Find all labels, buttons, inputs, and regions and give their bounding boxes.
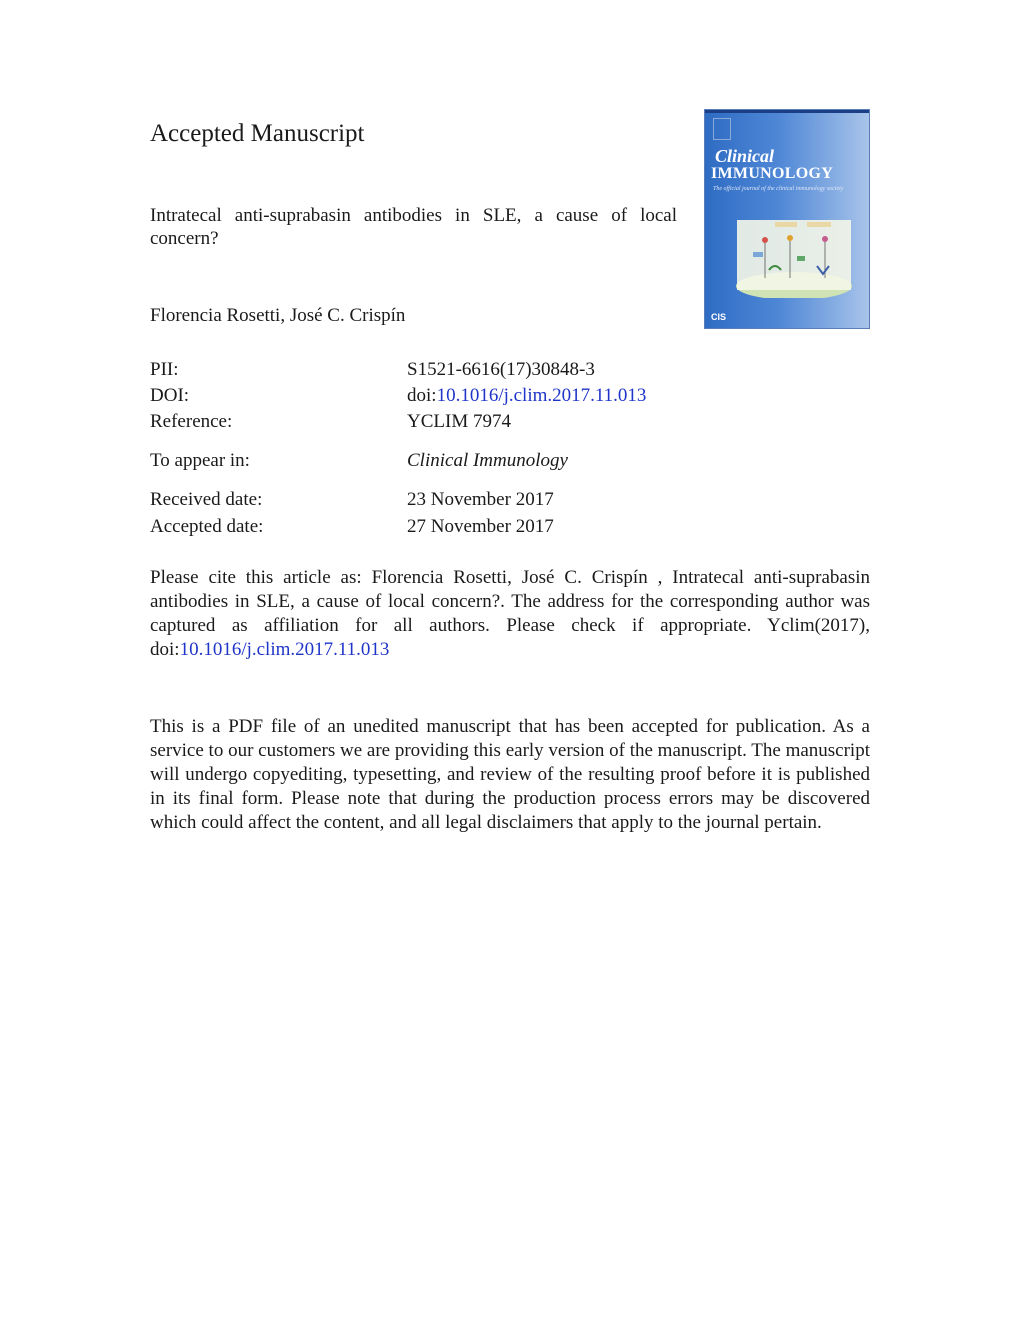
received-date-value: 23 November 2017	[407, 489, 554, 510]
doi-value	[407, 384, 646, 408]
doi-label: DOI:	[150, 385, 190, 406]
citation-paragraph	[150, 566, 870, 662]
doi-prefix: doi:	[407, 385, 437, 406]
elsevier-tree-logo-icon	[713, 118, 731, 140]
accepted-date-value: 27 November 2017	[407, 516, 554, 537]
accepted-date-label: Accepted date:	[150, 516, 264, 537]
reference-value: YCLIM 7974	[407, 411, 511, 432]
article-title: Intratecal anti-suprabasin antibodies in SLE, a cause of local concern?	[150, 205, 677, 249]
citation-doi-link[interactable]: 10.1016/j.clim.2017.11.013	[179, 639, 390, 660]
reference-label: Reference:	[150, 411, 233, 432]
pii-label: PII:	[150, 359, 179, 380]
received-date-label: Received date:	[150, 489, 263, 510]
cover-tagline: The official journal of the clinical immunology society	[713, 186, 844, 192]
page-header-title: Accepted Manuscript	[150, 120, 365, 147]
doi-link[interactable]: 10.1016/j.clim.2017.11.013	[436, 385, 647, 406]
journal-cover-image	[704, 109, 870, 329]
pii-value: S1521-6616(17)30848-3	[407, 359, 595, 380]
cover-top-bar	[705, 110, 869, 113]
citation-doi-prefix: doi:	[150, 639, 180, 660]
cover-journal-title-line1: Clinical	[715, 146, 775, 166]
citation-text: Please cite this article as: Florencia Rosetti, José C. Crispín , Intratecal anti-suprabasin antibodies in SLE, a cause of local concern?. The address for the corresponding author was captured as affiliation for all authors. Please check if appropriate. Yclim(2017),	[150, 567, 870, 636]
article-authors: Florencia Rosetti, José C. Crispín	[150, 305, 406, 326]
publisher-logo: CIS	[711, 312, 727, 322]
disclaimer-paragraph: This is a PDF file of an unedited manuscript that has been accepted for publication. As a service to our customers we are providing this early version of the manuscript. The manuscript will undergo copyediting, typesetting, and review of the resulting proof before it is published in its final form. Please note that during the production process errors may be discovered which could affect the content, and all legal disclaimers that apply to the journal pertain.	[150, 716, 870, 833]
cover-diagram-illustration	[735, 218, 853, 298]
appear-in-label: To appear in:	[150, 450, 250, 471]
appear-in-value: Clinical Immunology	[407, 450, 568, 471]
cover-journal-title-line2: IMMUNOLOGY	[711, 165, 834, 182]
